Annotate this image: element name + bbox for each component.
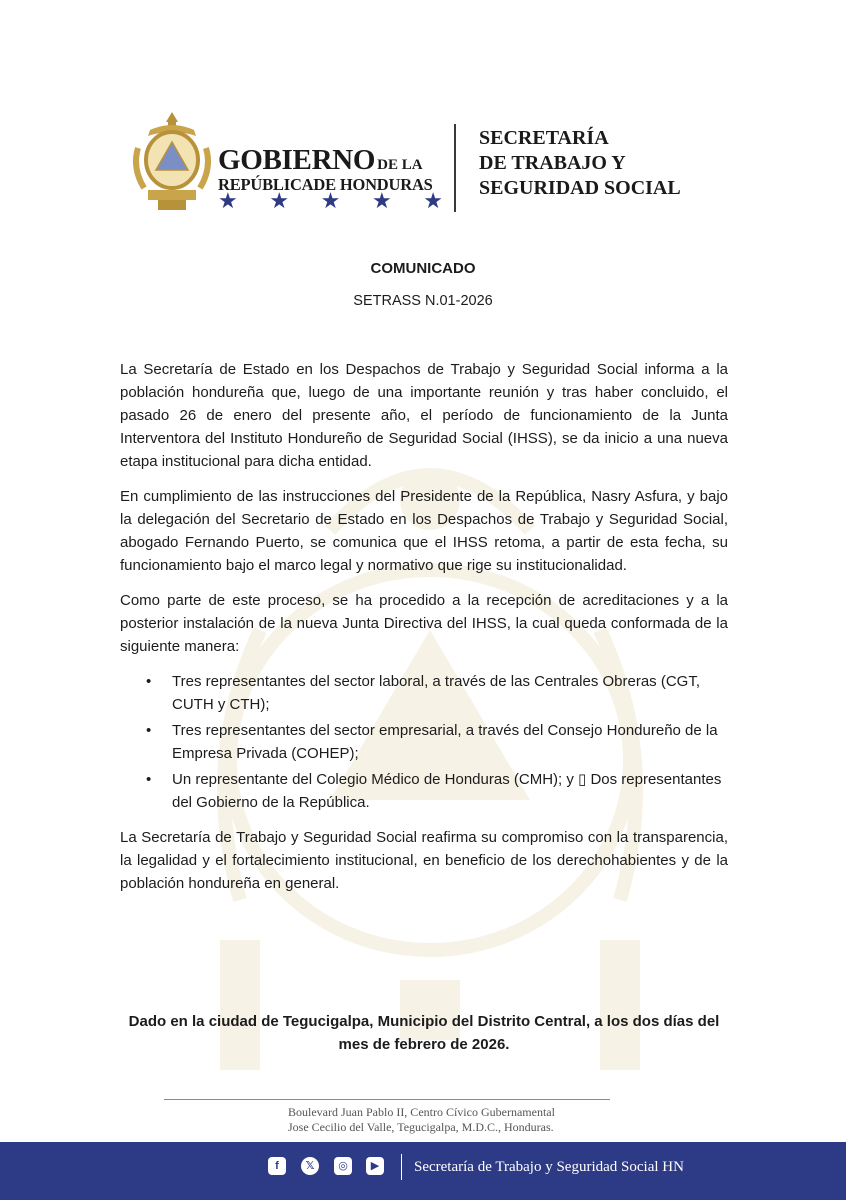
youtube-icon[interactable]: ▶ — [366, 1157, 384, 1175]
star-icon: ★ — [269, 188, 290, 213]
star-icon: ★ — [320, 188, 341, 213]
footer-divider — [401, 1154, 402, 1180]
secretaria-title: SECRETARÍA DE TRABAJO Y SEGURIDAD SOCIAL — [479, 127, 681, 199]
star-icon: ★ — [371, 188, 392, 213]
paragraph: Como parte de este proceso, se ha procedido a la recepción de acreditaciones y a la posterior instalación de la nueva Junta Directiva del IHSS, la cual queda conformada de la siguiente manera: — [120, 592, 728, 655]
document-title: COMUNICADO — [370, 260, 476, 277]
footer-bar — [0, 1142, 846, 1200]
facebook-icon[interactable]: f — [268, 1157, 286, 1175]
x-icon[interactable]: 𝕏 — [301, 1157, 319, 1175]
address-block: Boulevard Juan Pablo II, Centro Cívico Gubernamental Jose Cecilio del Valle, Tegucigalpa, M.D.C., Honduras. — [288, 1105, 555, 1134]
board-composition-list — [120, 670, 728, 814]
document-number: SETRASS N.01-2026 — [353, 293, 493, 309]
social-handle: Secretaría de Trabajo y Seguridad Social HN — [414, 1159, 684, 1175]
paragraph: La Secretaría de Estado en los Despachos de Trabajo y Seguridad Social informa a la población hondureña que, luego de una importante reunión y tras haber concluido, el pasado 26 de enero del presente año, el período de funcionamiento de la Junta Interventora del Instituto Hondureño de Seguridad Social (IHSS), se da inicio a una nueva etapa institucional para dicha entidad. — [120, 361, 728, 470]
list-item: • Tres representantes del sector laboral, a través de las Centrales Obreras (CGT, CUTH y CTH); — [172, 670, 728, 716]
stars-row — [218, 190, 443, 212]
header-divider — [454, 124, 456, 212]
footer-rule — [164, 1099, 610, 1100]
closing-statement: Dado en la ciudad de Tegucigalpa, Municipio del Distrito Central, a los dos días del mes de febrero de 2026. — [128, 1013, 720, 1053]
government-name: GOBIERNO DE LA — [218, 144, 423, 176]
paragraph: En cumplimiento de las instrucciones del Presidente de la República, Nasry Asfura, y bajo la delegación del Secretario de Estado en los Despachos de Trabajo y Seguridad Social, abogado Fernando Puerto, se comunica que el IHSS retoma, a partir de esta fecha, su funcionamiento bajo el marco legal y normativo que rige su institucionalidad. — [120, 488, 728, 574]
star-icon: ★ — [423, 188, 443, 213]
star-icon: ★ — [218, 188, 238, 213]
government-subtitle: REPÚBLICADE HONDURAS — [218, 175, 433, 194]
honduras-crest-logo — [130, 108, 215, 213]
list-item: • Un representante del Colegio Médico de Honduras (CMH); y ▯ Dos representantes del Gobierno de la República. — [172, 768, 728, 814]
paragraph: La Secretaría de Trabajo y Seguridad Social reafirma su compromiso con la transparencia, la legalidad y el fortalecimiento institucional, en beneficio de los derechohabientes y de la población hondureña en general. — [120, 829, 728, 892]
document-body — [120, 358, 728, 907]
instagram-icon[interactable]: ◎ — [334, 1157, 352, 1175]
header — [130, 108, 730, 218]
list-item: • Tres representantes del sector empresarial, a través del Consejo Hondureño de la Empresa Privada (COHEP); — [172, 719, 728, 765]
